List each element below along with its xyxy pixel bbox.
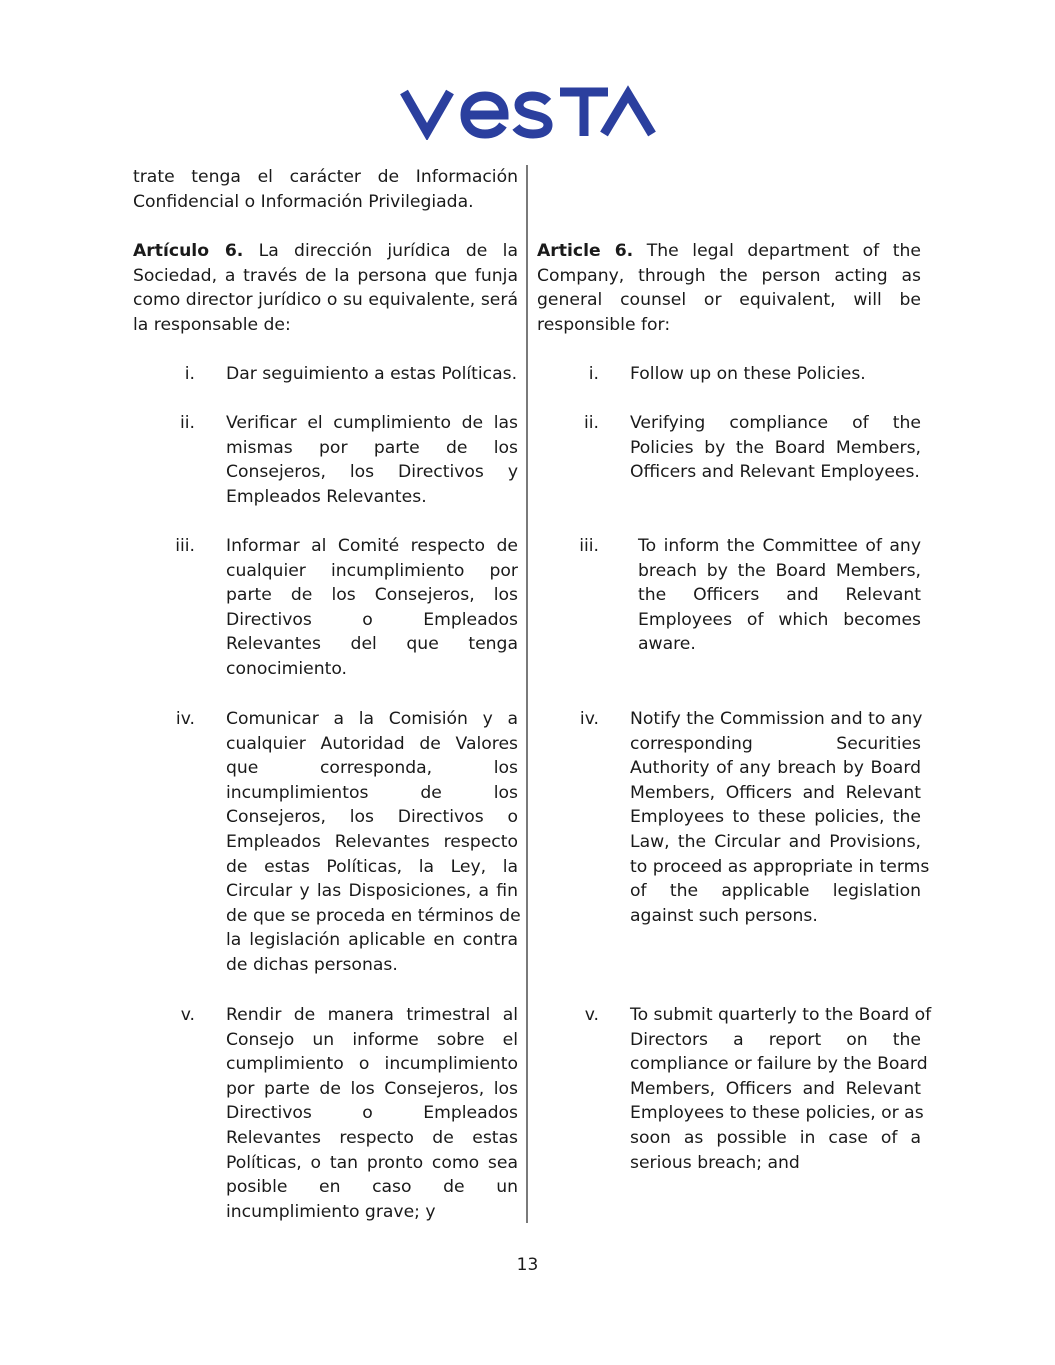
text-line: of the applicable legislation xyxy=(630,881,921,902)
list-item-text xyxy=(630,707,930,928)
text-line: against such persons. xyxy=(630,905,818,926)
list-item-number: v. xyxy=(180,1005,195,1025)
text-line: to proceed as appropriate in terms xyxy=(630,856,930,877)
text-line: Employees to these policies, or as xyxy=(630,1103,924,1124)
text-line: de estas Políticas, la Ley, la xyxy=(226,856,518,877)
text-line: la legislación aplicable en contra xyxy=(226,930,518,951)
text-line: conocimiento. xyxy=(226,658,348,679)
text-line: soon as possible in case of a xyxy=(630,1127,921,1148)
text-line: Dar seguimiento a estas Políticas. xyxy=(226,364,518,384)
text-line: por parte de los Consejeros, los xyxy=(226,1078,518,1099)
article-6-paragraph-es xyxy=(133,239,518,337)
text-line: cumplimiento o incumplimiento xyxy=(226,1054,518,1075)
text-line: responsible for: xyxy=(537,314,671,335)
article-heading: Article 6. xyxy=(537,241,634,261)
text-line: Circular y las Disposiciones, a fin xyxy=(226,881,518,902)
text-line: Consejeros, los Directivos o xyxy=(226,807,518,828)
logo-letter-a xyxy=(604,94,652,134)
text-line: To inform the Committee of any xyxy=(638,536,921,556)
text-line: Verifying compliance of the xyxy=(630,413,921,433)
logo-letter-e xyxy=(465,96,504,134)
text-line: Directors a report on the xyxy=(630,1029,921,1050)
text-line: de que se proceda en términos de xyxy=(226,905,521,926)
list-item-number: iv. xyxy=(579,709,599,729)
text-line: que corresponda, los xyxy=(226,758,518,779)
logo-letter-s xyxy=(516,96,548,134)
text-line: Verificar el cumplimiento de las xyxy=(226,413,518,433)
text-line: Rendir de manera trimestral al xyxy=(226,1005,518,1025)
text-line: general counsel or equivalent, will be xyxy=(537,290,921,311)
list-item-number: ii. xyxy=(179,413,195,433)
vesta-logo xyxy=(400,84,656,140)
text-line: breach by the Board Members, xyxy=(638,560,921,581)
article-6-paragraph-en xyxy=(537,239,921,337)
text-line: Members, Officers and Relevant xyxy=(630,782,921,803)
article-heading: Artículo 6. xyxy=(133,241,244,261)
text-line: Company, through the person acting as xyxy=(537,265,921,286)
list-item-number: i. xyxy=(184,364,195,384)
text-line: Consejo un informe sobre el xyxy=(226,1029,518,1050)
text-line: Law, the Circular and Provisions, xyxy=(630,831,921,852)
continuation-paragraph xyxy=(133,165,518,214)
text-line: como director jurídico o su equivalente, será xyxy=(133,290,518,311)
column-divider xyxy=(526,165,528,1223)
text-line: Políticas, o tan pronto como sea xyxy=(226,1152,518,1173)
list-item-number: ii. xyxy=(583,413,599,433)
logo-letter-t xyxy=(560,92,608,136)
text-line: parte de los Consejeros, los xyxy=(226,585,518,606)
text-line: Relevantes del que tenga xyxy=(226,634,518,655)
text-line: cualquier Autoridad de Valores xyxy=(226,733,518,754)
text-line: Authority of any breach by Board xyxy=(630,758,921,779)
text-line: Directivos o Empleados xyxy=(226,609,518,630)
text-line: incumplimientos de los xyxy=(226,782,518,803)
text-line: Directivos o Empleados xyxy=(226,1103,518,1124)
text-line: Comunicar a la Comisión y a xyxy=(226,709,518,729)
list-item-text xyxy=(630,1003,932,1175)
text-line: Sociedad, a través de la persona que funja xyxy=(133,265,518,286)
list-item-number: iv. xyxy=(175,709,195,729)
text-line: Policies by the Board Members, xyxy=(630,437,921,458)
text-line: Employees to these policies, the xyxy=(630,807,921,828)
text-line: the Officers and Relevant xyxy=(638,585,921,606)
list-item-number: i. xyxy=(588,364,599,384)
logo-letter-v xyxy=(404,92,450,132)
list-item-text xyxy=(630,362,921,387)
list-item-text xyxy=(226,707,521,978)
list-item-text xyxy=(638,534,921,657)
list-item-text xyxy=(226,362,518,387)
text-line: incumplimiento grave; y xyxy=(226,1201,436,1222)
text-line: Officers and Relevant Employees. xyxy=(630,462,920,483)
page-number: 13 xyxy=(516,1255,539,1275)
text-line: compliance or failure by the Board xyxy=(630,1054,928,1075)
text-line: Members, Officers and Relevant xyxy=(630,1078,921,1099)
text-line: Notify the Commission and to any xyxy=(630,709,923,729)
text-line: Artículo 6. La dirección jurídica de la xyxy=(133,241,518,261)
list-item-number: v. xyxy=(584,1005,599,1025)
text-line: corresponding Securities xyxy=(630,733,921,754)
text-line: aware. xyxy=(638,634,696,655)
list-item-text xyxy=(226,1003,518,1224)
list-item-text xyxy=(226,534,518,682)
text-line: de dichas personas. xyxy=(226,954,398,975)
text-line: posible en caso de un xyxy=(226,1177,518,1198)
text-line: Relevantes respecto de estas xyxy=(226,1127,518,1148)
text-line: trate tenga el carácter de Información xyxy=(133,167,518,187)
text-line: Informar al Comité respecto de xyxy=(226,536,518,556)
text-line: cualquier incumplimiento por xyxy=(226,560,518,581)
text-line: Article 6. The legal department of the xyxy=(537,241,921,261)
text-line: To submit quarterly to the Board of xyxy=(630,1005,932,1025)
text-line: Employees of which becomes xyxy=(638,609,921,630)
text-line: serious breach; and xyxy=(630,1152,800,1173)
text-line: Follow up on these Policies. xyxy=(630,364,866,384)
list-item-text xyxy=(630,411,921,485)
list-item-number: iii. xyxy=(579,536,599,556)
list-item-number: iii. xyxy=(175,536,195,556)
list-item-text xyxy=(226,411,518,509)
text-line: mismas por parte de los xyxy=(226,437,518,458)
text-line: Empleados Relevantes. xyxy=(226,486,427,507)
text-line: Consejeros, los Directivos y xyxy=(226,462,518,483)
text-line: Confidencial o Información Privilegiada. xyxy=(133,191,474,212)
text-line: la responsable de: xyxy=(133,314,291,335)
text-line: Empleados Relevantes respecto xyxy=(226,831,518,852)
